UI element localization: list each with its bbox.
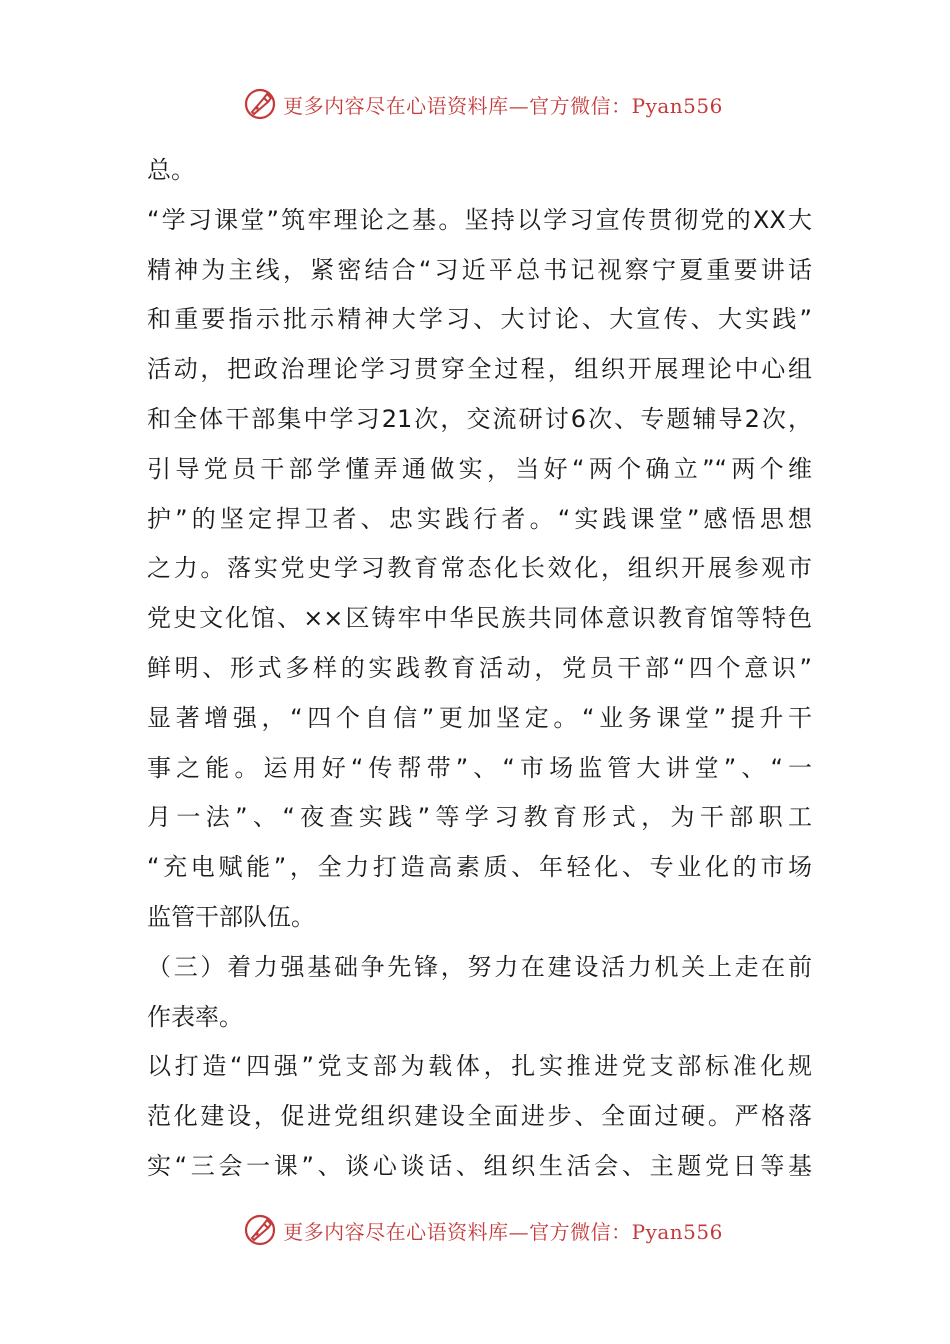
footer-watermark-banner: [0, 1210, 950, 1250]
text-line-15: “充电赋能”，全力打造高素质、年轻化、专业化的市场: [147, 853, 812, 882]
text-line-4: 和重要指示批示精神大学习、大讨论、大宣传、大实践”: [147, 305, 812, 334]
footer-banner-text: 更多内容尽在心语资料库—官方微信：Pyan556: [283, 1219, 723, 1244]
document-body: [147, 146, 812, 1192]
footer-banner-content: [243, 1213, 723, 1247]
header-watermark-banner: [0, 84, 950, 124]
text-line-11: 鲜明、形式多样的实践教育活动，党员干部“四个意识”: [147, 653, 812, 682]
section-heading-3: （三）着力强基础争先锋，努力在建设活力机关上走在前: [147, 952, 812, 981]
text-line-3: 精神为主线，紧密结合“习近平总书记视察宁夏重要讲话: [147, 255, 812, 284]
header-banner-text: 更多内容尽在心语资料库—官方微信：Pyan556: [283, 93, 723, 118]
text-line-10: 党史文化馆、××区铸牢中华民族共同体意识教育馆等特色: [147, 604, 812, 633]
text-line-1: 总。: [147, 156, 195, 184]
header-banner-content: [243, 87, 723, 121]
text-line-13: 事之能。运用好“传帮带”、“市场监管大讲堂”、“一: [147, 753, 812, 782]
text-line-5: 活动，把政治理论学习贯穿全过程，组织开展理论中心组: [147, 355, 812, 384]
text-line-2: “学习课堂”筑牢理论之基。坚持以学习宣传贯彻党的XX大: [147, 205, 812, 234]
text-line-19: 以打造“四强”党支部为载体，扎实推进党支部标准化规: [147, 1052, 812, 1081]
text-line-20: 范化建设，促进党组织建设全面进步、全面过硬。严格落: [147, 1102, 812, 1131]
text-line-7: 引导党员干部学懂弄通做实，当好“两个确立”“两个维: [147, 454, 812, 483]
text-line-16: 监管干部队伍。: [147, 902, 315, 931]
text-line-12: 显著增强，“四个自信”更加坚定。“业务课堂”提升干: [147, 703, 812, 732]
section-heading-3-cont: 作表率。: [147, 1002, 243, 1031]
pen-nib-icon: [243, 1213, 277, 1247]
pen-nib-icon: [243, 87, 277, 121]
text-line-9: 之力。落实党史学习教育常态化长效化，组织开展参观市: [147, 554, 812, 583]
text-line-21: 实“三会一课”、谈心谈话、组织生活会、主题党日等基: [147, 1151, 812, 1180]
text-line-6: 和全体干部集中学习21次，交流研讨6次、专题辅导2次，: [147, 404, 812, 433]
text-line-8: 护”的坚定捍卫者、忠实践行者。“实践课堂”感悟思想: [147, 504, 812, 533]
text-line-14: 月一法”、“夜查实践”等学习教育形式，为干部职工: [147, 803, 812, 832]
